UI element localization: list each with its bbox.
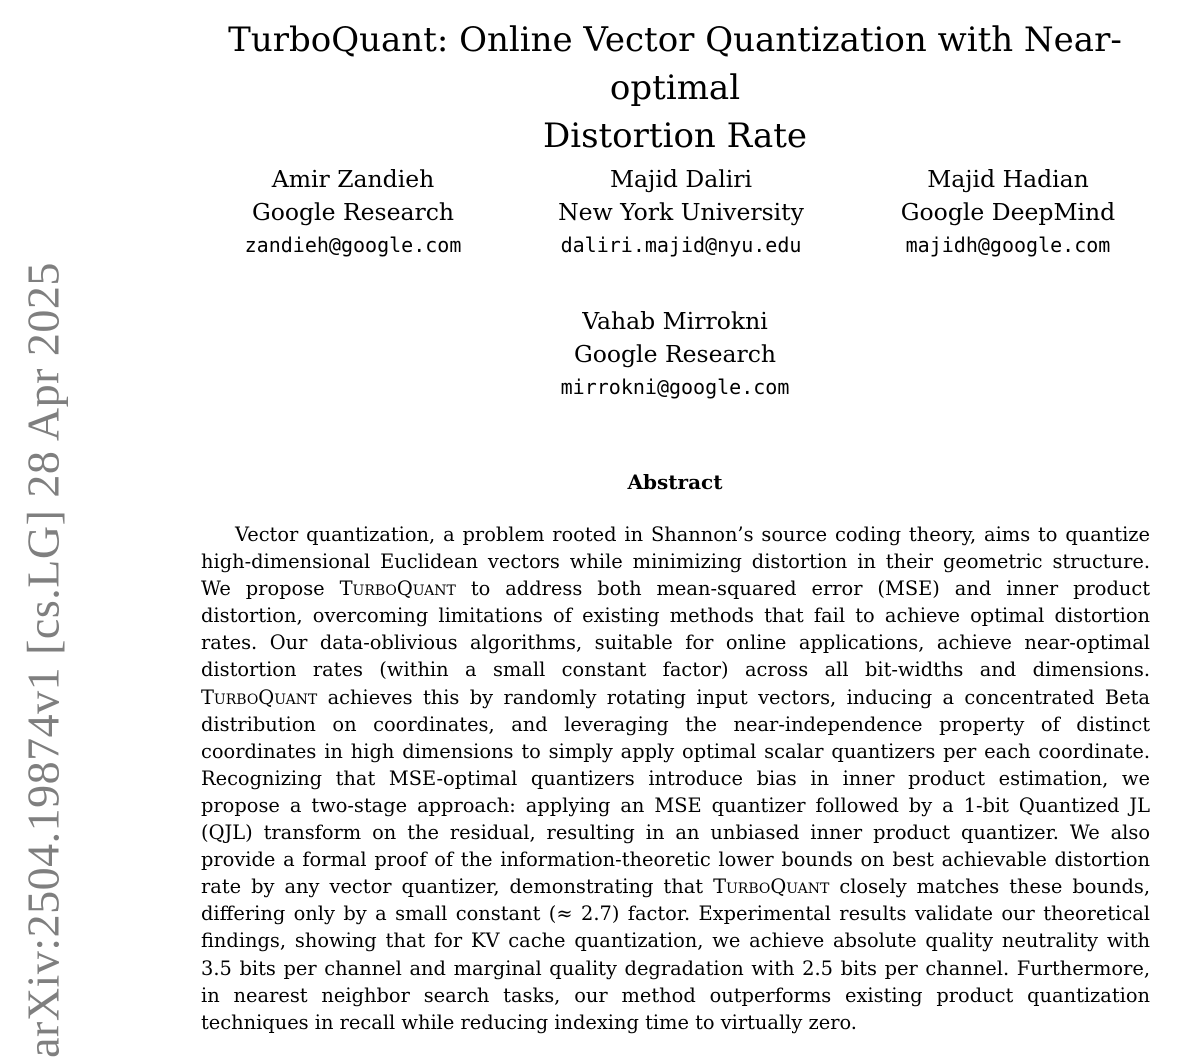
method-name: TurboQuant	[201, 685, 318, 709]
author-affiliation: Google Research	[251, 198, 455, 226]
author-block	[491, 163, 871, 262]
author-affiliation: Google DeepMind	[900, 198, 1116, 226]
paper-title	[175, 16, 1175, 160]
author-name: Vahab Mirrokni	[582, 307, 768, 335]
author-name: Amir Zandieh	[271, 165, 435, 193]
abstract-text-part: Vector quantization, a problem rooted in Shannon’s source coding theory, aims to quantize high-dimensional Euclidean vectors while minimizing distortion in their geometric structure. We propose	[201, 523, 1150, 601]
abstract-text-part: to address both mean-squared error (MSE) and inner product distortion, overcoming limitations of existing methods that fail to achieve optimal distortion rates. Our data-oblivious algorithms, suitable for online applications, achieve near-optimal distortion rates (within a small constant factor) across all bit-widths and dimensions.	[201, 577, 1151, 682]
abstract-text-part: achieves this by randomly rotating input vectors, inducing a concentrated Beta distribution on coordinates, and leveraging the near-independence property of distinct coordinates in high dimensions to simply apply optimal scalar quantizers per each coordinate. Recognizing that MSE-optimal quantizers introduce bias in inner product estimation, we propose a two-stage approach: applying an MSE quantizer followed by a 1-bit Quantized JL (QJL) transform on the residual, resulting in an unbiased inner product quantizer. We also provide a formal proof of the information-theoretic lower bounds on best achievable distortion rate by any vector quantizer, demonstrating that	[201, 685, 1150, 899]
author-email: zandieh@google.com	[244, 233, 462, 257]
author-affiliation: New York University	[558, 198, 804, 226]
author-block	[163, 163, 543, 262]
author-email: mirrokni@google.com	[560, 375, 790, 399]
method-name: TurboQuant	[339, 577, 456, 601]
abstract-text	[201, 521, 1150, 1036]
abstract-heading: Abstract	[627, 470, 723, 494]
author-email: daliri.majid@nyu.edu	[560, 233, 802, 257]
author-email: majidh@google.com	[905, 233, 1111, 257]
abstract-text-part: closely matches these bounds, differing only by a small constant (≈ 2.7) factor. Experimental results validate our theoretical findings, showing that for KV cache quantization, we achieve absolute quality neutrality with 3.5 bits per channel and marginal quality degradation with 2.5 bits per channel. Furthermore, in nearest neighbor search tasks, our method outperforms existing product quantization techniques in recall while reducing indexing time to virtually zero.	[201, 875, 1150, 1034]
author-affiliation: Google Research	[573, 340, 777, 368]
paper-title-line-1: TurboQuant: Online Vector Quantization with Near-optimal	[228, 20, 1122, 108]
author-block	[818, 163, 1198, 262]
author-name: Majid Hadian	[927, 165, 1089, 193]
method-name: TurboQuant	[713, 875, 830, 899]
arxiv-identifier-stamp: arXiv:2504.19874v1 [cs.LG] 28 Apr 2025	[17, 262, 69, 1058]
paper-title-line-2: Distortion Rate	[542, 116, 808, 156]
author-name: Majid Daliri	[609, 165, 753, 193]
author-block	[485, 305, 865, 404]
